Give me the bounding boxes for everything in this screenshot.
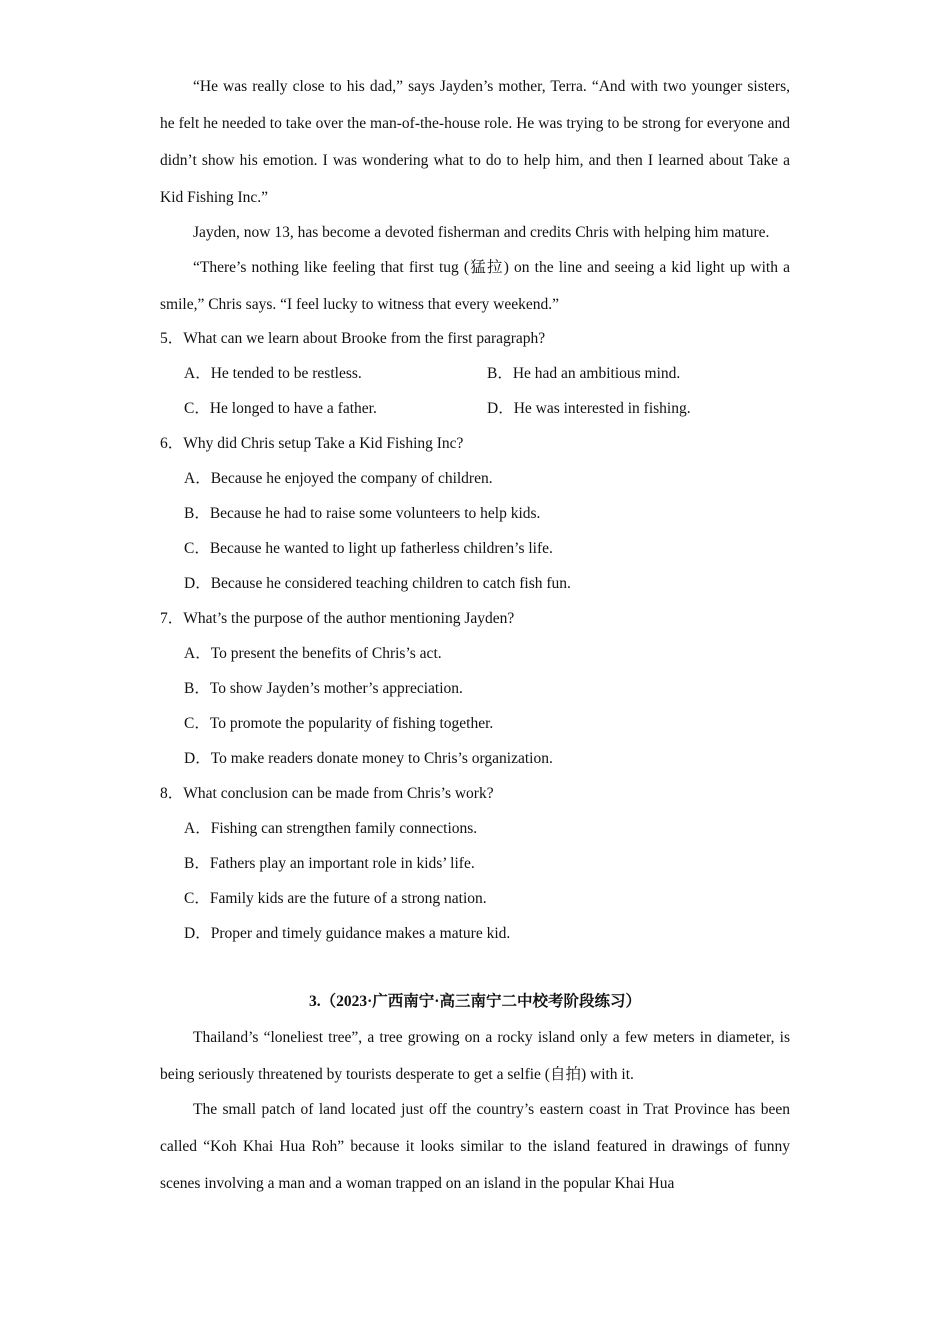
passage-paragraph: “He was really close to his dad,” says Jayden’s mother, Terra. “And with two younger sisters, he felt he needed to take over the man-of-the-house role. He was trying to be strong for everyone and didn’t show his emotion. I was wondering what to do to help him, and then I learned about Take a Kid Fishing Inc.” [160, 78, 790, 206]
option-c: C．To promote the popularity of fishing together. [184, 715, 494, 732]
option-a: A．He tended to be restless. [184, 365, 362, 382]
option-b: B．He had an ambitious mind. [487, 365, 681, 382]
question-stem: 5．What can we learn about Brooke from the first paragraph? [160, 330, 546, 347]
question-stem: 6．Why did Chris setup Take a Kid Fishing Inc? [160, 435, 464, 452]
option-a: A．Because he enjoyed the company of children. [184, 470, 493, 487]
passage-paragraph: Thailand’s “loneliest tree”, a tree growing on a rocky island only a few meters in diameter, is being seriously threatened by tourists desperate to get a selfie (自拍) with it. [160, 1029, 790, 1083]
question-stem: 8．What conclusion can be made from Chris’s work? [160, 785, 494, 802]
passage-paragraph: The small patch of land located just off the country’s eastern coast in Trat Province has been called “Koh Khai Hua Roh” because it looks similar to the island featured in drawings of funny scenes involving a man and a woman trapped on an island in the popular Khai Hua [160, 1101, 790, 1192]
option-d: D．He was interested in fishing. [487, 400, 691, 417]
question-stem: 7．What’s the purpose of the author mentioning Jayden? [160, 610, 515, 627]
passage-paragraph: Jayden, now 13, has become a devoted fisherman and credits Chris with helping him mature. [193, 224, 770, 241]
option-d: D．To make readers donate money to Chris’s organization. [184, 750, 553, 767]
document-content [160, 68, 790, 1200]
option-b: B．To show Jayden’s mother’s appreciation. [184, 680, 463, 697]
question-7 [160, 601, 790, 776]
option-c: C．He longed to have a father. [184, 400, 377, 417]
option-c: C．Because he wanted to light up fatherless children’s life. [184, 540, 553, 557]
option-row [160, 356, 790, 391]
option-b: B．Fathers play an important role in kids’ life. [184, 855, 475, 872]
question-5 [160, 321, 790, 426]
option-c: C．Family kids are the future of a strong nation. [184, 890, 487, 907]
section-title: 3.（2023·广西南宁·高三南宁二中校考阶段练习） [309, 993, 641, 1010]
option-a: A．To present the benefits of Chris’s act. [184, 645, 442, 662]
question-6 [160, 426, 790, 601]
passage-paragraph: “There’s nothing like feeling that first tug (猛拉) on the line and seeing a kid light up with a smile,” Chris says. “I feel lucky to witness that every weekend.” [160, 259, 790, 313]
option-b: B．Because he had to raise some volunteers to help kids. [184, 505, 541, 522]
option-row [160, 391, 790, 426]
option-a: A．Fishing can strengthen family connections. [184, 820, 478, 837]
question-8 [160, 776, 790, 951]
option-d: D．Because he considered teaching children to catch fish fun. [184, 575, 571, 592]
option-d: D．Proper and timely guidance makes a mature kid. [184, 925, 511, 942]
